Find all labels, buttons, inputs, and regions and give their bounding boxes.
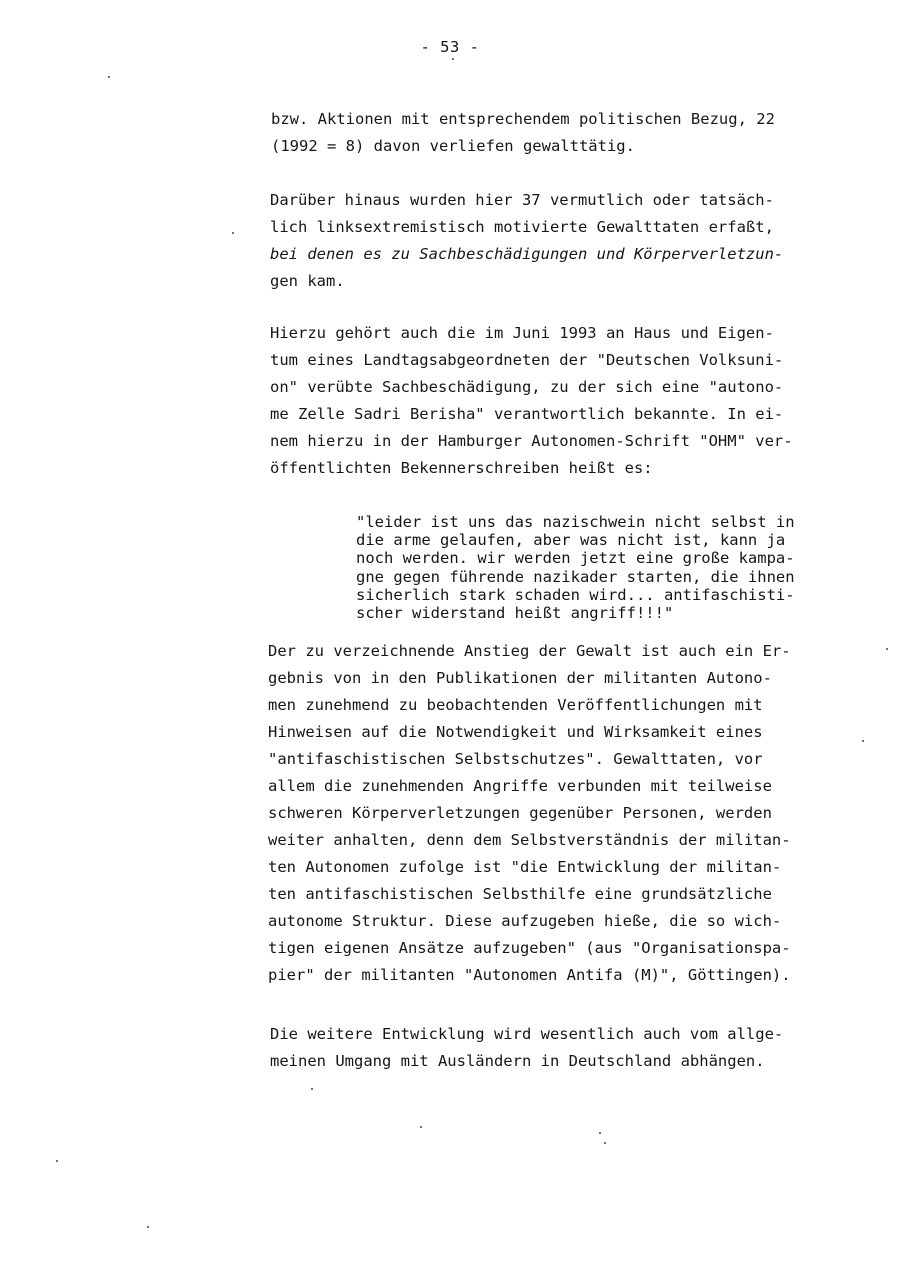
scan-speck (862, 740, 864, 742)
text-line: pier" der militanten "Autonomen Antifa (M)", Göttingen). (268, 966, 791, 984)
text-line: öffentlichten Bekennerschreiben heißt es: (270, 459, 653, 477)
text-line: weiter anhalten, denn dem Selbstverständnis der militan- (268, 831, 791, 849)
text-line: Hierzu gehört auch die im Juni 1993 an Haus und Eigen- (270, 324, 774, 342)
text-line: Der zu verzeichnende Anstieg der Gewalt ist auch ein Er- (268, 642, 791, 660)
text-line: autonome Struktur. Diese aufzugeben hieße, die so wich- (268, 912, 782, 930)
paragraph-2 (270, 187, 783, 295)
text-line: Darüber hinaus wurden hier 37 vermutlich oder tatsäch- (270, 191, 774, 209)
text-line: nem hierzu in der Hamburger Autonomen-Schrift "OHM" ver- (270, 432, 793, 450)
paragraph-4 (268, 638, 791, 989)
text-line: gebnis von in den Publikationen der militanten Autono- (268, 669, 772, 687)
paragraph-1 (271, 106, 775, 160)
quote-line: scher widerstand heißt angriff!!!" (356, 603, 674, 622)
scan-speck (232, 232, 234, 234)
text-line: allem die zunehmenden Angriffe verbunden mit teilweise (268, 777, 772, 795)
text-line: me Zelle Sadri Berisha" verantwortlich bekannte. In ei- (270, 405, 784, 423)
scan-speck (604, 1142, 606, 1144)
scan-speck (108, 76, 110, 78)
scan-speck (420, 1126, 422, 1128)
text-line: ten Autonomen zufolge ist "die Entwicklung der militan- (268, 858, 782, 876)
quote-line: "leider ist uns das nazischwein nicht selbst in (356, 513, 795, 531)
page-number: - 53 - (420, 38, 480, 56)
text-line: meinen Umgang mit Ausländern in Deutschland abhängen. (270, 1052, 765, 1070)
text-line: tum eines Landtagsabgeordneten der "Deutschen Volksuni- (270, 351, 784, 369)
text-line: bei denen es zu Sachbeschädigungen und Körperverletzun- (270, 245, 784, 263)
quote-line: sicherlich stark schaden wird... antifaschisti- (356, 585, 795, 604)
text-line: men zunehmend zu beobachtenden Veröffentlichungen mit (268, 696, 763, 714)
text-line: tigen eigenen Ansätze aufzugeben" (aus "Organisationspa- (268, 939, 791, 957)
text-line: schweren Körperverletzungen gegenüber Personen, werden (268, 804, 772, 822)
scan-speck (599, 1132, 601, 1134)
scan-speck (886, 648, 888, 650)
quote-line: noch werden. wir werden jetzt eine große kampa- (356, 549, 795, 568)
scan-speck (311, 1088, 313, 1090)
quote-line: gne gegen führende nazikader starten, die ihnen (356, 567, 795, 586)
paragraph-3 (270, 320, 793, 482)
quote-line: die arme gelaufen, aber was nicht ist, kann ja (356, 531, 786, 550)
text-line: ten antifaschistischen Selbsthilfe eine grundsätzliche (268, 885, 772, 903)
text-line: (1992 = 8) davon verliefen gewalttätig. (271, 137, 635, 155)
scan-speck (452, 58, 454, 60)
text-line: on" verübte Sachbeschädigung, zu der sich eine "autono- (270, 378, 784, 396)
scan-speck (56, 1160, 58, 1162)
text-line: Hinweisen auf die Notwendigkeit und Wirksamkeit eines (268, 723, 763, 741)
text-line: lich linksextremistisch motivierte Gewalttaten erfaßt, (270, 218, 774, 236)
scan-speck (147, 1226, 149, 1228)
paragraph-5 (270, 1021, 783, 1075)
text-line: bzw. Aktionen mit entsprechendem politischen Bezug, 22 (271, 110, 775, 128)
text-line: gen kam. (270, 272, 345, 290)
block-quote (356, 513, 795, 622)
text-line: "antifaschistischen Selbstschutzes". Gewalttaten, vor (268, 750, 763, 768)
text-line: Die weitere Entwicklung wird wesentlich auch vom allge- (270, 1025, 784, 1043)
